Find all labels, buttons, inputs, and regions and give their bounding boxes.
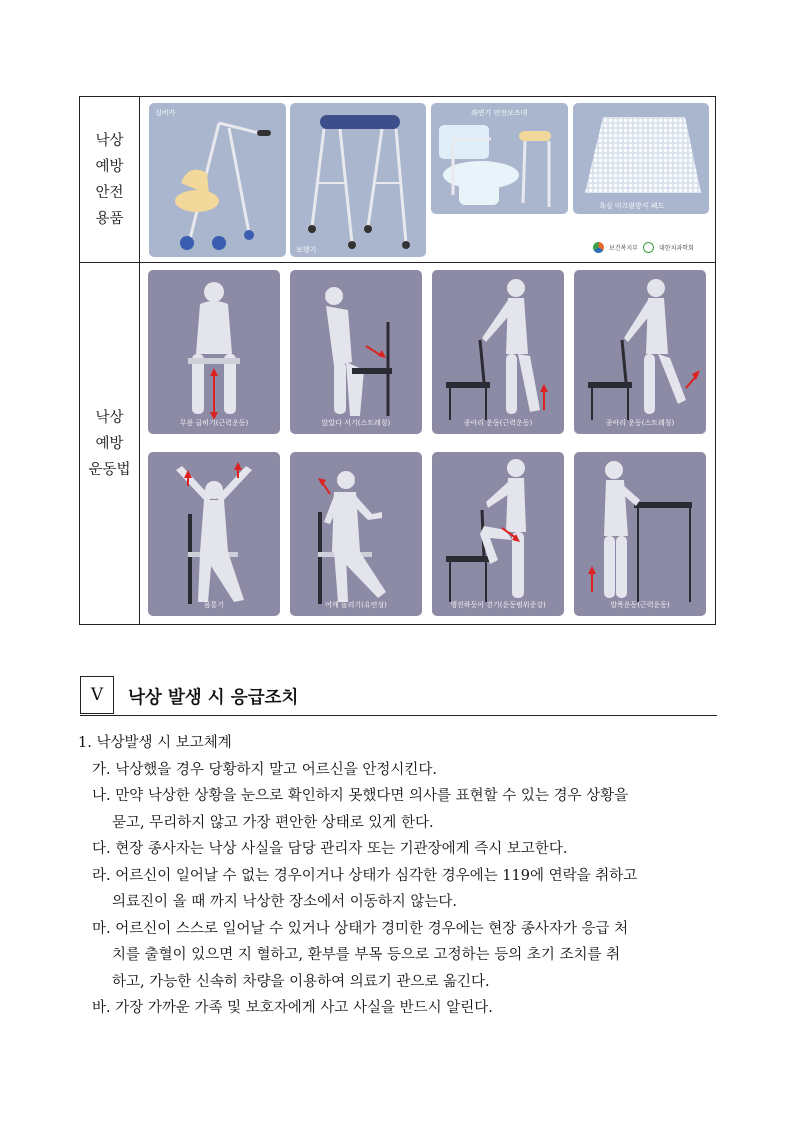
- toilet-frame-illustration: [431, 103, 568, 214]
- anti-slip-pad-illustration: [573, 103, 709, 214]
- product-caption: 좌변기 안전보조대: [471, 109, 528, 117]
- exercise-label: 낙상 예방 운동법: [80, 263, 140, 624]
- section-number: V: [80, 676, 114, 714]
- procedure-item: 바. 가장 가까운 가족 및 보호자에게 사고 사실을 반드시 알린다.: [92, 1000, 493, 1016]
- product-anti-slip-pad: [573, 103, 709, 214]
- calf-stretch-figure: [574, 270, 706, 434]
- exercise-row: [80, 263, 715, 624]
- procedure-item-cont: 묻고, 무리하지 않고 가장 편안한 상태로 있게 한다.: [112, 814, 434, 831]
- exercise-ankle: 발목운동(근력운동): [574, 452, 706, 616]
- exercise-sit-stand: 앉았다 서기(스트레칭): [290, 270, 422, 434]
- product-caption: 욕실 미끄럼방지 패드: [599, 202, 665, 210]
- report-procedure: [78, 730, 720, 1022]
- marching-figure: [432, 452, 564, 616]
- procedure-item: 마. 어르신이 스스로 일어날 수 있거나 상태가 경미한 경우에는 현장 종사자가 응급 처: [92, 920, 629, 937]
- walker-illustration: [290, 103, 426, 257]
- product-caption: 보행기: [296, 246, 317, 254]
- procedure-item-cont: 하고, 가능한 신속히 차량을 이용하여 의료기 관으로 옮긴다.: [112, 973, 490, 990]
- arms-up-figure: [148, 452, 280, 616]
- exercise-calf-stretch: 종아리 운동(스트레칭): [574, 270, 706, 434]
- sponsor-logos: 보건복지부 대한치과학회: [593, 242, 694, 253]
- fall-prevention-table: [79, 96, 716, 625]
- ministry-logo-icon: [593, 242, 604, 253]
- product-walker: [290, 103, 426, 257]
- product-toilet-frame: [431, 103, 568, 214]
- procedure-item: 가. 낙상했을 경우 당황하지 말고 어르신을 안정시킨다.: [92, 761, 438, 778]
- sit-stand-figure: [290, 270, 422, 434]
- association-logo-icon: [643, 242, 654, 253]
- calf-strength-figure: [432, 270, 564, 434]
- knee-bend-figure: [148, 270, 280, 434]
- procedure-item-cont: 치를 출혈이 있으면 지 혈하고, 환부를 부목 등으로 고정하는 등의 초기 조치를 취: [112, 947, 621, 963]
- procedure-item: 나. 만약 낙상한 상황을 눈으로 확인하지 못했다면 의사를 표현할 수 있는 경우 상황을: [92, 788, 629, 804]
- section-title: 낙상 발생 시 응급조치: [128, 688, 299, 708]
- ankle-figure: [574, 452, 706, 616]
- product-silver-car: [149, 103, 286, 257]
- product-caption: 실버카: [155, 109, 176, 117]
- procedure-heading: 1. 낙상발생 시 보고체계: [78, 735, 232, 751]
- exercise-calf-strength: 종아리 운동(근력운동): [432, 270, 564, 434]
- procedure-item: 다. 현장 종사자는 낙상 사실을 담당 관리자 또는 기관장에게 즉시 보고한다.: [92, 841, 568, 857]
- procedure-item: 라. 어르신이 일어날 수 없는 경우이거나 상태가 심각한 경우에는 119에 연락을 취하고: [92, 867, 638, 884]
- exercise-knee-bend: 무릎 굽히기(근력운동): [148, 270, 280, 434]
- safety-products-row: [80, 97, 715, 263]
- section-header: [80, 676, 717, 716]
- procedure-item-cont: 의료진이 올 때 까지 낙상한 장소에서 이동하지 않는다.: [112, 894, 458, 910]
- exercise-marching: 행진하듯이 걷기(운동범위증강): [432, 452, 564, 616]
- safety-products-label: 낙상 예방 안전 용품: [80, 97, 140, 262]
- exercise-arms-up: 몸통기: [148, 452, 280, 616]
- exercise-shoulder-rotation: 어깨 돌리기(유연성): [290, 452, 422, 616]
- silver-car-illustration: [149, 103, 286, 257]
- shoulder-rotation-figure: [290, 452, 422, 616]
- section-underline: [80, 715, 717, 716]
